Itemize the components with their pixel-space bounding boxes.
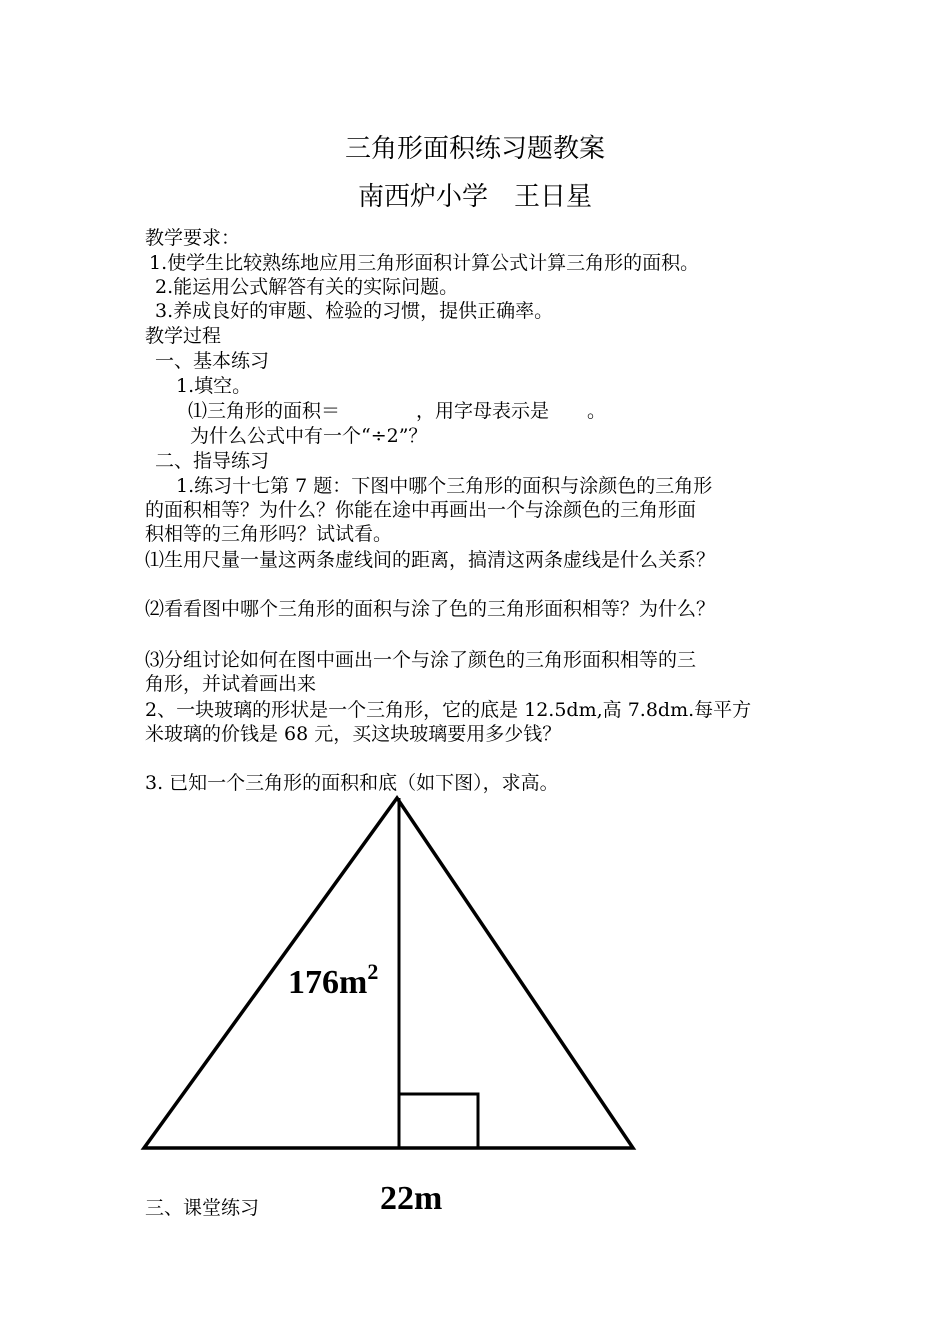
exercise-1-line: 1.练习十七第 7 题：下图中哪个三角形的面积与涂颜色的三角形: [176, 475, 713, 497]
exercise-3: 3. 已知一个三角形的面积和底（如下图），求高。: [145, 772, 559, 794]
right-angle-marker: [399, 1094, 478, 1148]
area-exponent: 2: [367, 959, 379, 984]
triangle-outline: [144, 798, 633, 1148]
author-line: 南西炉小学 王日星: [357, 182, 592, 212]
question-why-divide: 为什么公式中有一个“÷2”？: [190, 425, 428, 447]
objectives-heading: 教学要求：: [145, 227, 241, 249]
objective-item: 3.养成良好的审题、检验的习惯，提供正确率。: [155, 300, 554, 322]
process-heading: 教学过程: [145, 325, 222, 347]
objective-item: 1.使学生比较熟练地应用三角形面积计算公式计算三角形的面积。: [149, 252, 700, 274]
area-label: [288, 959, 378, 1001]
page-title: 三角形面积练习题教案: [344, 134, 605, 164]
sub-question-3-line: 角形，并试着画出来: [145, 673, 317, 695]
section-heading-practice: 三、课堂练习: [145, 1197, 260, 1219]
area-value: 176m: [288, 964, 368, 1001]
base-label: 22m: [380, 1180, 443, 1217]
exercise-1-line: 的面积相等？为什么？你能在途中再画出一个与涂颜色的三角形面: [145, 499, 697, 521]
sub-question-2: ⑵看看图中哪个三角形的面积与涂了色的三角形面积相等？为什么？: [145, 598, 716, 620]
exercise-2-line: 米玻璃的价钱是 68 元，买这块玻璃要用多少钱？: [145, 723, 562, 745]
sub-question-1: ⑴生用尺量一量这两条虚线间的距离，搞清这两条虚线是什么关系？: [145, 549, 716, 571]
sub-question-3-line: ⑶分组讨论如何在图中画出一个与涂了颜色的三角形面积相等的三: [145, 649, 697, 671]
objective-item: 2.能运用公式解答有关的实际问题。: [155, 276, 459, 298]
section-heading-guided: 二、指导练习: [155, 450, 270, 472]
section-heading-basic: 一、基本练习: [155, 350, 270, 372]
question-formula: ⑴三角形的面积＝ ，用字母表示是 。: [188, 400, 607, 422]
exercise-2-line: 2、一块玻璃的形状是一个三角形，它的底是 12.5dm,高 7.8dm.每平方: [145, 699, 752, 721]
exercise-1-line: 积相等的三角形吗？试试看。: [145, 523, 393, 545]
fill-blank-label: 1.填空。: [176, 375, 252, 397]
